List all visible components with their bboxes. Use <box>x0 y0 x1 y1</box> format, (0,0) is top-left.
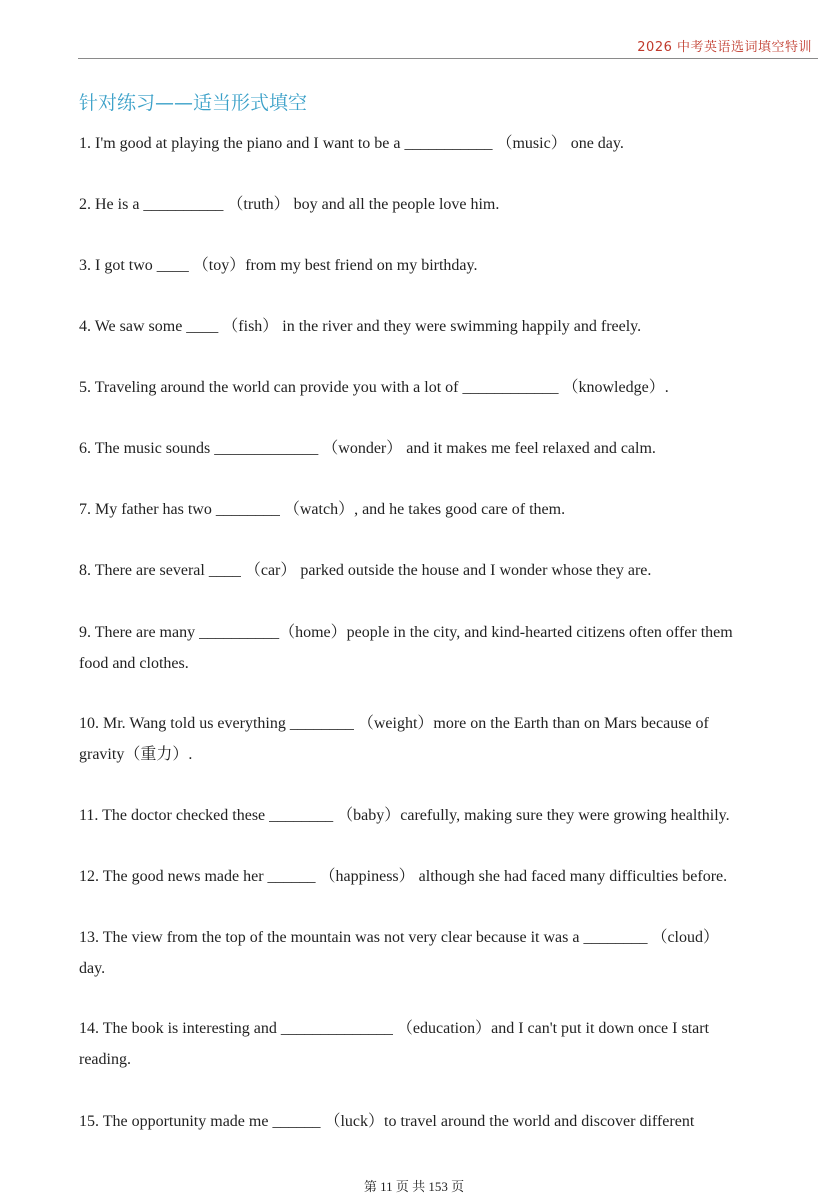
question-15-text: 15. The opportunity made me ______ （luck）to travel around the world and discover different <box>79 1113 695 1130</box>
question-15 <box>79 1106 822 1137</box>
question-12-text: 12. The good news made her ______ （happiness） although she had faced many difficulties before. <box>79 868 728 885</box>
question-3 <box>79 250 822 281</box>
question-8-text: 8. There are several ____ （car） parked outside the house and I wonder whose they are. <box>79 562 652 579</box>
question-12 <box>79 861 822 892</box>
question-8 <box>79 555 822 586</box>
question-14 <box>79 1013 822 1075</box>
question-5 <box>79 372 822 403</box>
header-divider <box>78 58 818 59</box>
question-13-line-2: day. <box>79 960 106 977</box>
question-11-text: 11. The doctor checked these ________ （baby）carefully, making sure they were growing healthily. <box>79 807 730 824</box>
question-6-text: 6. The music sounds _____________ （wonder） and it makes me feel relaxed and calm. <box>79 440 656 457</box>
question-1 <box>79 128 822 159</box>
question-2-text: 2. He is a __________ （truth） boy and all the people love him. <box>79 196 500 213</box>
question-14-line-2: reading. <box>79 1051 131 1068</box>
question-1-text: 1. I'm good at playing the piano and I want to be a ___________ （music） one day. <box>79 135 624 152</box>
question-11 <box>79 800 822 831</box>
header-title: 2026 中考英语选词填空特训 <box>637 40 812 55</box>
question-13-line-1: 13. The view from the top of the mountain was not very clear because it was a ________ （cloud） <box>79 929 719 946</box>
question-14-line-1: 14. The book is interesting and ______________ （education）and I can't put it down once I start <box>79 1020 710 1037</box>
question-6 <box>79 433 822 464</box>
question-9 <box>79 617 822 679</box>
question-4 <box>79 311 822 342</box>
question-7-text: 7. My father has two ________ （watch）, and he takes good care of them. <box>79 501 566 518</box>
question-10-line-2: gravity（重力）. <box>79 746 193 763</box>
question-7 <box>79 494 822 525</box>
section-title: 针对练习——适当形式填空 <box>79 92 308 114</box>
question-3-text: 3. I got two ____ （toy）from my best friend on my birthday. <box>79 257 478 274</box>
page-number: 第 11 页 共 153 页 <box>363 1179 465 1194</box>
question-9-line-2: food and clothes. <box>79 655 189 672</box>
question-2 <box>79 189 822 220</box>
question-13 <box>79 922 822 984</box>
question-4-text: 4. We saw some ____ （fish） in the river and they were swimming happily and freely. <box>79 318 642 335</box>
question-5-text: 5. Traveling around the world can provide you with a lot of ____________ （knowledge）. <box>79 379 669 396</box>
question-10-line-1: 10. Mr. Wang told us everything ________ （weight）more on the Earth than on Mars because of <box>79 715 709 732</box>
question-10 <box>79 708 822 770</box>
question-9-line-1: 9. There are many __________（home）people in the city, and kind-hearted citizens often offer them <box>79 624 733 641</box>
